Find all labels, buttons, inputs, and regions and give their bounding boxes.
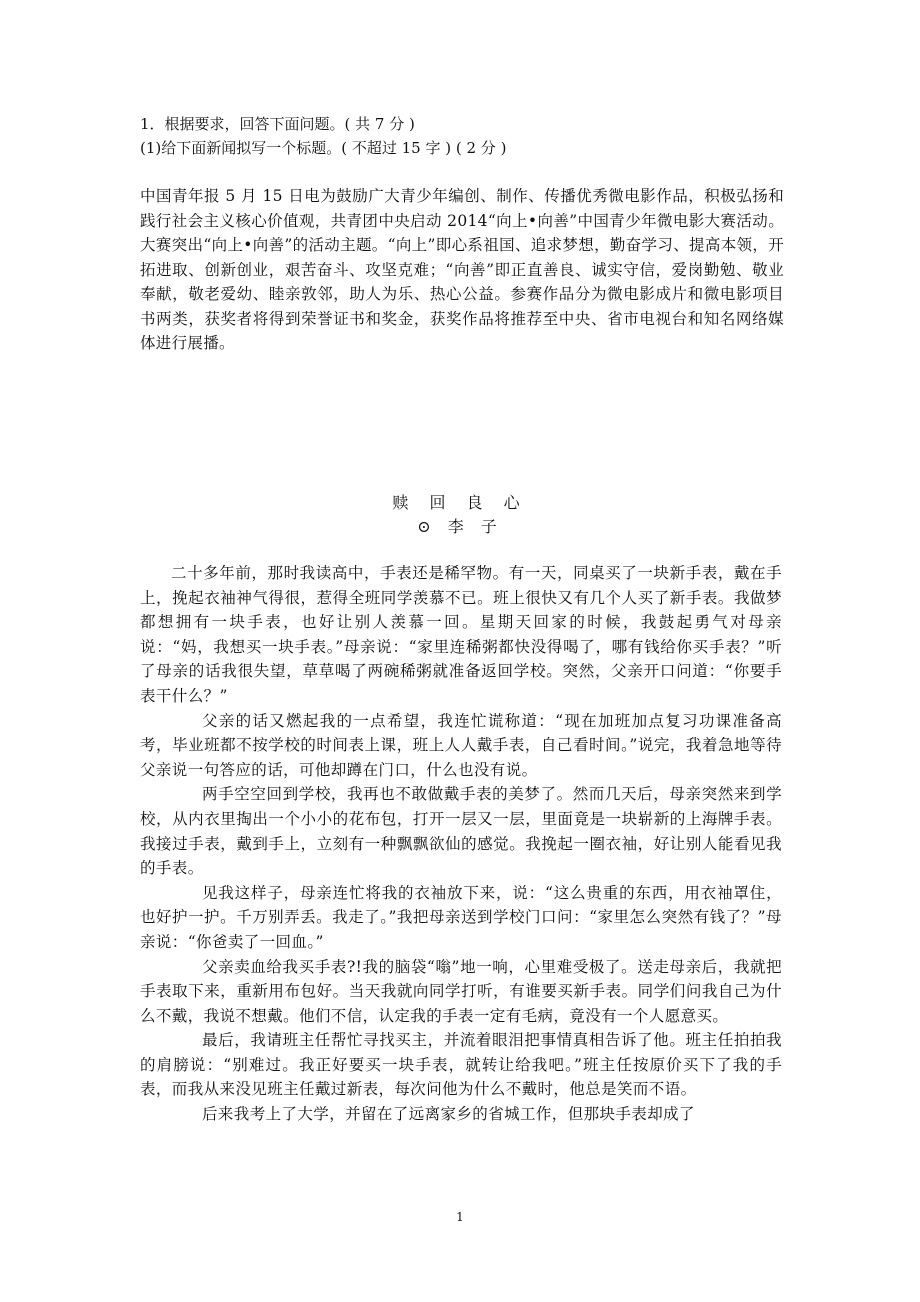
story-author: ⊙ 李 子 bbox=[417, 517, 503, 536]
story-paragraph: 两手空空回到学校，我再也不敢做戴手表的美梦了。然而几天后，母亲突然来到学校，从内衣里掏出一个小小的花布包，打开一层又一层，里面竟是一块崭新的上海牌手表。我接过手表，戴到手上，立刻有一种飘飘欲仙的感觉。我挽起一圈衣袖，好让别人能看见我的手表。 bbox=[140, 785, 782, 878]
question-heading: 1．根据要求，回答下面问题。( 共 7 分 ) bbox=[140, 115, 415, 133]
page-number: 1 bbox=[456, 1210, 464, 1224]
question-subheading: (1)给下面新闻拟写一个标题。( 不超过 15 字 ) ( 2 分 ) bbox=[140, 139, 507, 157]
story-paragraph: 后来我考上了大学，并留在了远离家乡的省城工作，但那块手表却成了 bbox=[202, 1105, 695, 1124]
story-paragraph: 见我这样子，母亲连忙将我的衣袖放下来，说：“这么贵重的东西，用衣袖罩住，也好护一护。千万别弄丢。我走了。”我把母亲送到学校门口问：“家里怎么突然有钱了？”母亲说：“你爸卖了一回血。” bbox=[140, 883, 782, 951]
story-title: 赎 回 良 心 bbox=[392, 493, 528, 512]
story-paragraph: 父亲卖血给我买手表?!我的脑袋“嗡”地一响，心里难受极了。送走母亲后，我就把手表取下来，重新用布包好。当天我就向同学打听，有谁要买新手表。同学们问我自己为什么不戴，我说不想戴。他们不信，认定我的手表一定有毛病，竟没有一个人愿意买。 bbox=[140, 957, 782, 1025]
story-paragraph: 最后，我请班主任帮忙寻找买主，并流着眼泪把事情真相告诉了他。班主任拍拍我的肩膀说：“别难过。我正好要买一块手表，就转让给我吧。”班主任按原价买下了我的手表，而我从来没见班主任戴过新表，每次问他为什么不戴时，他总是笑而不语。 bbox=[140, 1031, 782, 1099]
story-body bbox=[140, 561, 782, 1127]
story-paragraph: 二十多年前，那时我读高中，手表还是稀罕物。有一天，同桌买了一块新手表，戴在手上，挽起衣袖神气得很，惹得全班同学羡慕不已。班上很快又有几个人买了新手表。我做梦都想拥有一块手表，也好让别人羡慕一回。星期天回家的时候，我鼓起勇气对母亲说：“妈，我想买一块手表。”母亲说：“家里连稀粥都快没得喝了，哪有钱给你买手表？”听了母亲的话我很失望，草草喝了两碗稀粥就准备返回学校。突然，父亲开口问道：“你要手表干什么？” bbox=[140, 564, 782, 705]
story-paragraph: 父亲的话又燃起我的一点希望，我连忙谎称道：“现在加班加点复习功课准备高考，毕业班都不按学校的时间表上课，班上人人戴手表，自己看时间。”说完，我着急地等待父亲说一句答应的话，可他却蹲在门口，什么也没有说。 bbox=[140, 711, 782, 779]
news-paragraph: 中国青年报 5 月 15 日电为鼓励广大青少年编创、制作、传播优秀微电影作品，积极弘扬和践行社会主义核心价值观，共青团中央启动 2014“向上•向善”中国青少年微电影大赛活动。大赛突出“向上•向善”的活动主题。“向上”即心系祖国、追求梦想，勤奋学习、提高本领，开拓进取、创新创业，艰苦奋斗、攻坚克难；“向善”即正直善良、诚实守信，爱岗勤勉、敬业奉献，敬老爱幼、睦亲敦邻，助人为乐、热心公益。参赛作品分为微电影成片和微电影项目书两类，获奖者将得到荣誉证书和奖金，获奖作品将推荐至中央、省市电视台和知名网络媒体进行展播。 bbox=[140, 187, 784, 352]
